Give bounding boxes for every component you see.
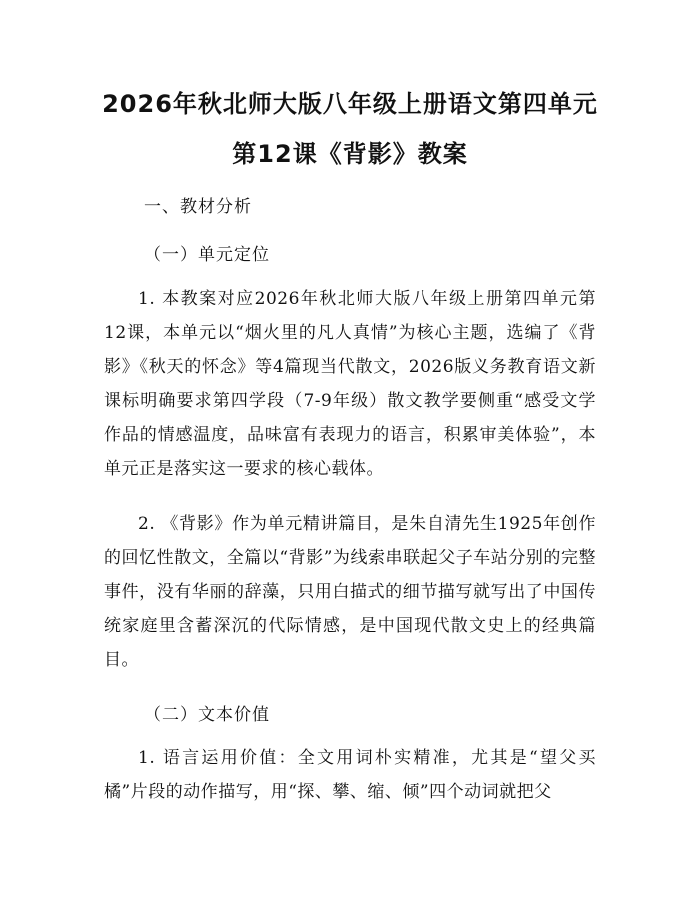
document-title-line-2: 第12课《背影》教案: [232, 140, 468, 168]
paragraph-unit-position-1: 1. 本教案对应2026年秋北师大版八年级上册第四单元第12课，本单元以“烟火里的凡人真情”为核心主题，选编了《背影》《秋天的怀念》等4篇现当代散文，2026版义务教育语文新课标明确要求第四学段（7-9年级）散文教学要侧重“感受文学作品的情感温度，品味富有表现力的语言，积累审美体验”，本单元正是落实这一要求的核心载体。: [104, 289, 596, 479]
section-heading-teaching-material-analysis: 一、教材分析: [144, 197, 252, 217]
paragraph-unit-position-2: 2. 《背影》作为单元精讲篇目，是朱自清先生1925年创作的回忆性散文，全篇以“背影”为线索串联起父子车站分别的完整事件，没有华丽的辞藻，只用白描式的细节描写就写出了中国传统家庭里含蓄深沉的代际情感，是中国现代散文史上的经典篇目。: [104, 514, 596, 670]
subsection-heading-unit-position: （一）单元定位: [144, 245, 270, 265]
subsection-heading-text-value: （二）文本价值: [144, 705, 270, 725]
paragraph-text-value-1: 1. 语言运用价值：全文用词朴实精准，尤其是“望父买橘”片段的动作描写，用“探、攀、缩、倾”四个动词就把父: [104, 748, 596, 802]
document-title-line-1: 2026年秋北师大版八年级上册语文第四单元: [102, 90, 598, 118]
